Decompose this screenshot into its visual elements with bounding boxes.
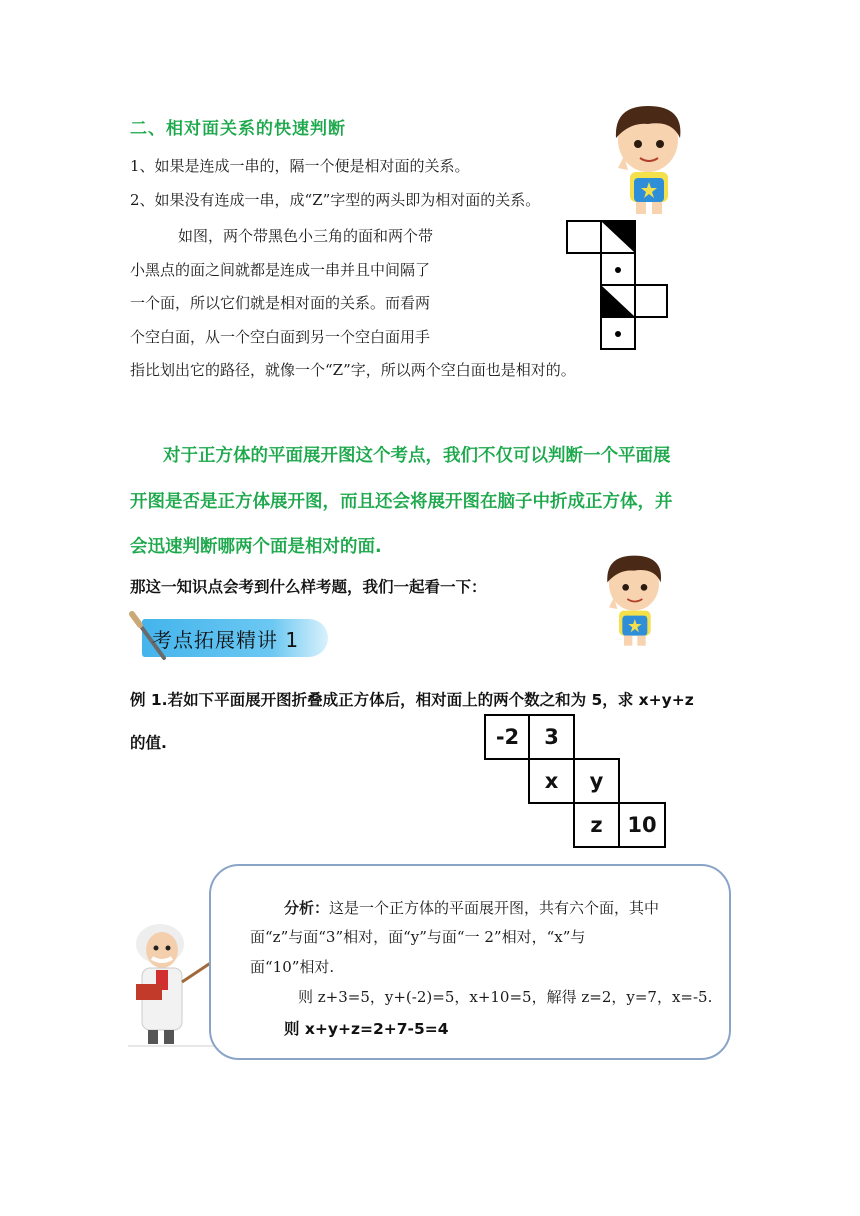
explanation-line-2: 小黑点的面之间就都是连成一串并且中间隔了	[130, 261, 431, 279]
net-cell-3: 3	[528, 714, 575, 760]
boy-cartoon-icon	[594, 540, 674, 658]
analysis-line-3: 面“10”相对.	[250, 958, 335, 976]
analysis-text-1: 这是一个正方体的平面展开图，共有六个面，其中	[329, 899, 660, 917]
net-cell-z: z	[573, 802, 620, 848]
banner-label: 考点拓展精讲 1	[152, 628, 300, 652]
net-cell-x: x	[528, 758, 575, 804]
topic-banner	[128, 610, 328, 662]
analysis-result: 则 x+y+z=2+7-5=4	[284, 1020, 449, 1038]
rule-2: 2、如果没有连成一串，成“Z”字型的两头即为相对面的关系。	[130, 191, 541, 209]
explanation-line-3: 一个面，所以它们就是相对面的关系。而看两	[130, 294, 431, 312]
example-line-2: 的值.	[130, 734, 167, 752]
net-cell-neg2: -2	[484, 714, 531, 760]
net-cell-10: 10	[618, 802, 666, 848]
summary-line-2: 开图是否是正方体展开图，而且还会将展开图在脑子中折成正方体，并	[130, 492, 673, 512]
explanation-line-4: 个空白面，从一个空白面到另一个空白面用手	[130, 328, 431, 346]
section-title: 二、相对面关系的快速判断	[130, 119, 346, 139]
analysis-line-2: 面“z”与面“3”相对，面“y”与面“一 2”相对，“x”与	[250, 928, 586, 946]
analysis-label: 分析：	[284, 899, 330, 917]
net-face-dot	[600, 316, 636, 350]
summary-line-3: 会迅速判断哪两个面是相对的面.	[130, 537, 382, 557]
cube-net-diagram	[566, 220, 668, 352]
rule-1: 1、如果是连成一串的，隔一个便是相对面的关系。	[130, 157, 470, 175]
number-net-diagram	[484, 714, 666, 848]
net-face-triangle	[600, 220, 636, 254]
boy-cartoon-icon	[600, 98, 696, 218]
analysis-equation: 则 z+3=5，y+(-2)=5，x+10=5，解得 z=2，y=7，x=-5.	[298, 988, 713, 1006]
example-line-1: 例 1.若如下平面展开图折叠成正方体后，相对面上的两个数之和为 5，求 x+y+z	[130, 691, 694, 709]
net-face-triangle	[600, 284, 636, 318]
explanation-line-1: 如图，两个带黑色小三角的面和两个带	[178, 227, 434, 245]
explanation-line-5: 指比划出它的路径，就像一个“Z”字，所以两个空白面也是相对的。	[130, 361, 576, 379]
analysis-line-1	[284, 897, 659, 918]
net-face-dot	[600, 252, 636, 286]
net-face-blank	[566, 220, 602, 254]
net-cell-y: y	[573, 758, 620, 804]
summary-line-1: 对于正方体的平面展开图这个考点，我们不仅可以判断一个平面展	[163, 446, 671, 466]
intro-text: 那这一知识点会考到什么样考题，我们一起看一下：	[130, 578, 487, 596]
professor-cartoon-icon	[128, 914, 218, 1050]
net-face-blank	[634, 284, 668, 318]
